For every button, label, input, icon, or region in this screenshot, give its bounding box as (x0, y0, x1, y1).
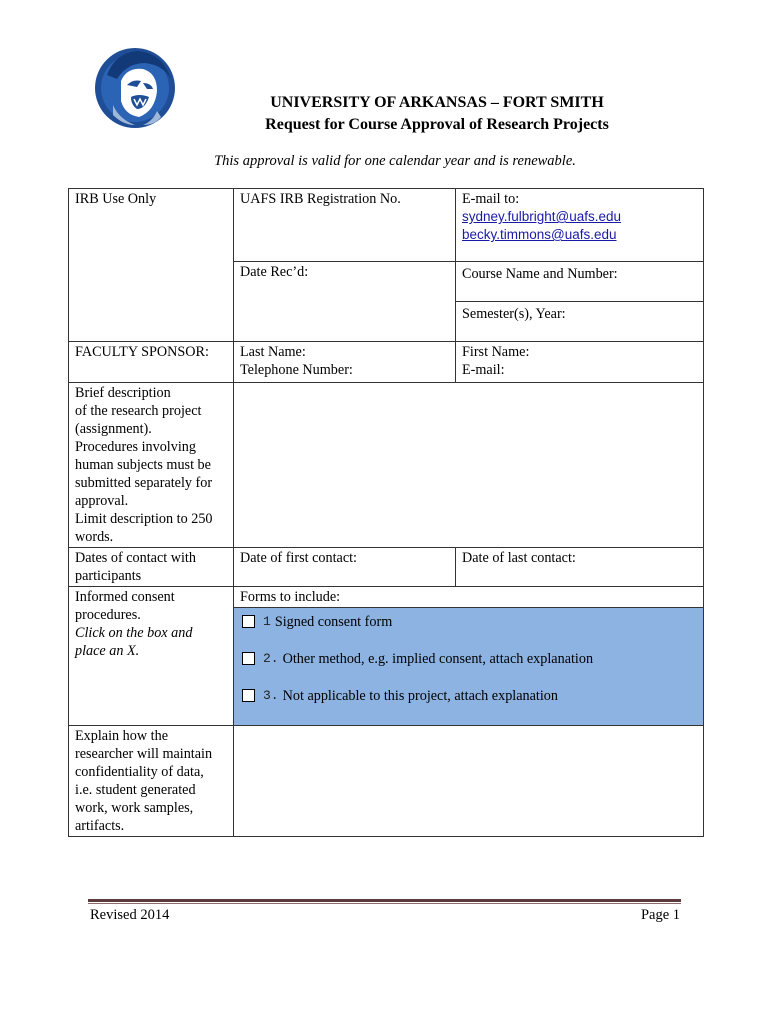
email-to-cell (456, 189, 704, 262)
option-number: 2. (263, 651, 279, 666)
sponsor-first-email-cell[interactable] (456, 342, 704, 383)
confidentiality-label-cell (69, 726, 234, 837)
sponsor-email-label: E-mail: (462, 362, 505, 378)
confidentiality-line: work, work samples, (75, 800, 194, 816)
description-input-area[interactable] (234, 383, 704, 548)
checkbox-option-3[interactable] (242, 689, 255, 702)
faculty-sponsor-cell (69, 342, 234, 383)
consent-line: Informed consent (75, 589, 175, 605)
option-text: Other method, e.g. implied consent, attach explanation (282, 651, 594, 667)
consent-instruction: Click on the box and (75, 625, 193, 641)
contact-dates-line: participants (75, 568, 142, 584)
footer-divider (88, 899, 681, 902)
revised-date: Revised 2014 (90, 907, 170, 923)
email-link-fulbright[interactable]: sydney.fulbright@uafs.edu (462, 209, 622, 224)
consent-instruction: place an X. (75, 643, 140, 659)
semester-cell[interactable] (456, 302, 704, 342)
confidentiality-line: Explain how the (75, 728, 168, 744)
consent-line: procedures. (75, 607, 141, 623)
confidentiality-input-area[interactable] (234, 726, 704, 837)
option-number: 3. (263, 688, 279, 703)
date-received-label: Date Rec’d: (240, 264, 309, 280)
registration-label: UAFS IRB Registration No. (240, 191, 401, 207)
option-number: 1 (263, 614, 271, 629)
form-title: Request for Course Approval of Research Projects (265, 116, 609, 133)
page-number: Page 1 (640, 907, 680, 923)
registration-cell[interactable] (234, 189, 456, 262)
consent-option-2[interactable] (240, 646, 697, 683)
confidentiality-line: confidentiality of data, (75, 764, 204, 780)
semester-label: Semester(s), Year: (462, 306, 566, 322)
telephone-label: Telephone Number: (240, 362, 353, 378)
faculty-sponsor-label: FACULTY SPONSOR: (75, 344, 209, 360)
description-line: of the research project (75, 403, 202, 419)
description-line: approval. (75, 493, 129, 509)
email-to-label: E-mail to: (462, 191, 520, 207)
description-line: human subjects must be (75, 457, 211, 473)
consent-label-cell (69, 587, 234, 726)
description-line: Brief description (75, 385, 171, 401)
irb-use-only-label: IRB Use Only (75, 191, 157, 207)
university-title: UNIVERSITY OF ARKANSAS – FORT SMITH (270, 94, 604, 111)
consent-option-1[interactable] (240, 609, 697, 646)
validity-note: This approval is valid for one calendar year and is renewable. (214, 153, 576, 169)
description-line: Procedures involving (75, 439, 196, 455)
date-received-cell[interactable] (234, 262, 456, 342)
consent-option-3[interactable] (240, 683, 697, 720)
contact-dates-cell (69, 548, 234, 587)
last-name-label: Last Name: (240, 344, 306, 360)
footer-divider-thin (88, 903, 681, 904)
first-contact-cell[interactable] (234, 548, 456, 587)
description-line: Limit description to 250 (75, 511, 213, 527)
description-label-cell (69, 383, 234, 548)
course-label: Course Name and Number: (462, 266, 618, 282)
confidentiality-line: i.e. student generated (75, 782, 196, 798)
description-line: submitted separately for (75, 475, 213, 491)
description-line: (assignment). (75, 421, 152, 437)
description-line: words. (75, 529, 114, 545)
consent-options-panel (234, 608, 704, 726)
irb-use-only-cell (69, 189, 234, 342)
confidentiality-line: researcher will maintain (75, 746, 213, 762)
course-cell[interactable] (456, 262, 704, 302)
email-link-timmons[interactable]: becky.timmons@uafs.edu (462, 227, 617, 242)
confidentiality-line: artifacts. (75, 818, 125, 834)
approval-form-table (68, 188, 704, 837)
first-name-label: First Name: (462, 344, 530, 360)
last-contact-cell[interactable] (456, 548, 704, 587)
first-contact-label: Date of first contact: (240, 550, 357, 566)
forms-to-include-cell (234, 587, 704, 608)
contact-dates-line: Dates of contact with (75, 550, 196, 566)
checkbox-option-1[interactable] (242, 615, 255, 628)
forms-to-include-label: Forms to include: (240, 589, 341, 605)
checkbox-option-2[interactable] (242, 652, 255, 665)
option-text: Signed consent form (274, 614, 393, 630)
last-contact-label: Date of last contact: (462, 550, 576, 566)
sponsor-name-phone-cell[interactable] (234, 342, 456, 383)
option-text: Not applicable to this project, attach explanation (282, 688, 558, 704)
